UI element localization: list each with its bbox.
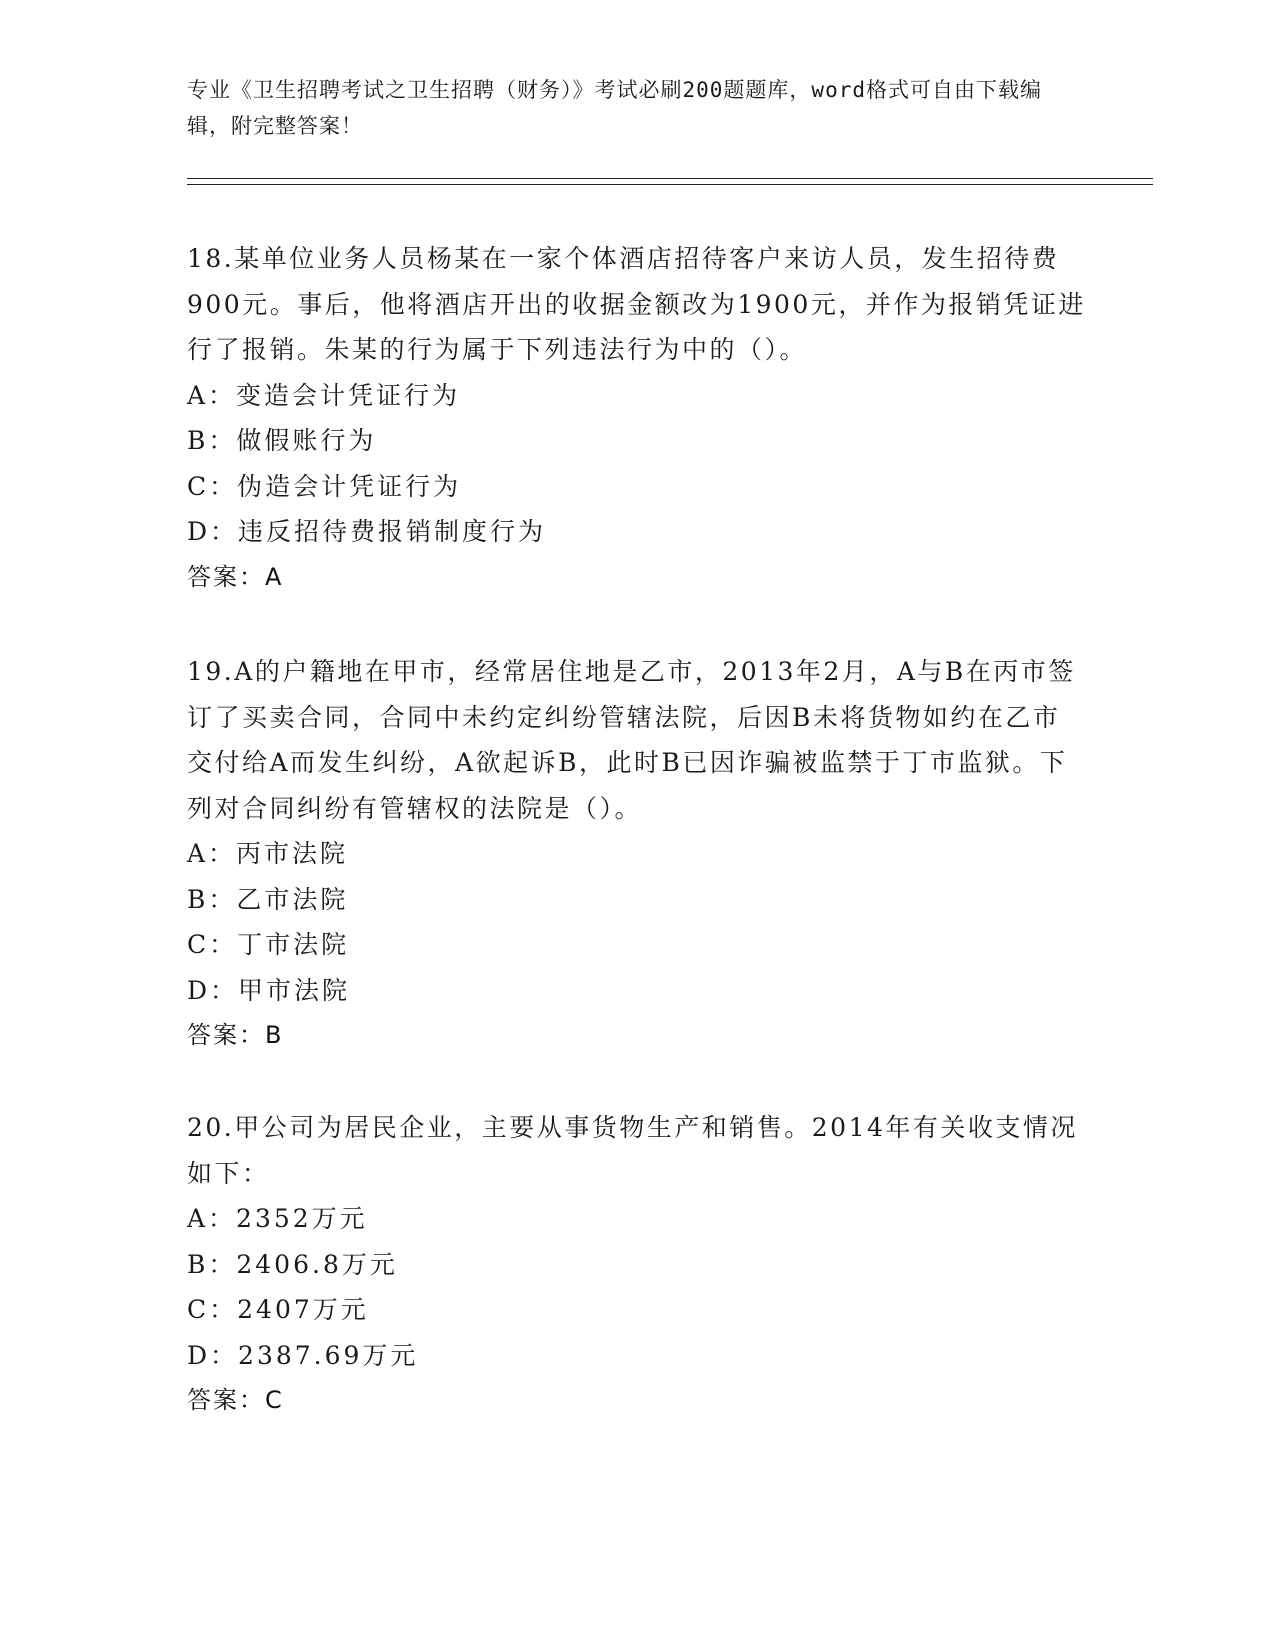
option-d: D：违反招待费报销制度行为 [187, 517, 547, 546]
answer-key: 答案：A [187, 562, 284, 591]
option-b: B：2406.8万元 [187, 1249, 398, 1279]
question-stem: 18.某单位业务人员杨某在一家个体酒店招待客户来访人员，发生招待费900元。事后，他将酒店开出的收据金额改为1900元，并作为报销凭证进行了报销。朱某的行为属于下列违法行为中的（）。 [187, 244, 1086, 364]
question-stem: 20.甲公司为居民企业，主要从事货物生产和销售。2014年有关收支情况如下： [187, 1113, 1078, 1188]
option-c: C：伪造会计凭证行为 [187, 471, 462, 501]
question-stem: 19.A的户籍地在甲市，经常居住地是乙市，2013年2月，A与B在丙市签订了买卖合同，合同中未约定纠纷管辖法院，后因B未将货物如约在乙市交付给A而发生纠纷，A欲起诉B，此时B已因诈骗被监禁于丁市监狱。下列对合同纠纷有管辖权的法院是（）。 [187, 657, 1076, 823]
header-divider-top [187, 178, 1153, 179]
option-a: A：2352万元 [187, 1204, 368, 1233]
document-header [187, 72, 1077, 144]
option-c: C：2407万元 [187, 1295, 369, 1324]
option-b: B：乙市法院 [187, 884, 349, 914]
header-intro-text: 专业《卫生招聘考试之卫生招聘（财务）》考试必刷200题题库，word格式可自由下载编辑，附完整答案！ [187, 78, 1042, 138]
option-d: D：2387.69万元 [187, 1340, 419, 1370]
option-a: A：丙市法院 [187, 839, 349, 868]
question-20 [187, 1105, 1087, 1424]
answer-key: 答案：C [187, 1386, 284, 1414]
question-19 [187, 649, 1087, 1059]
option-b: B：做假账行为 [187, 426, 377, 455]
option-a: A：变造会计凭证行为 [187, 380, 461, 410]
answer-key: 答案：B [187, 1021, 284, 1049]
header-divider-bottom [187, 184, 1153, 185]
option-c: C：丁市法院 [187, 930, 350, 959]
option-d: D：甲市法院 [187, 975, 351, 1005]
question-18 [187, 236, 1087, 600]
